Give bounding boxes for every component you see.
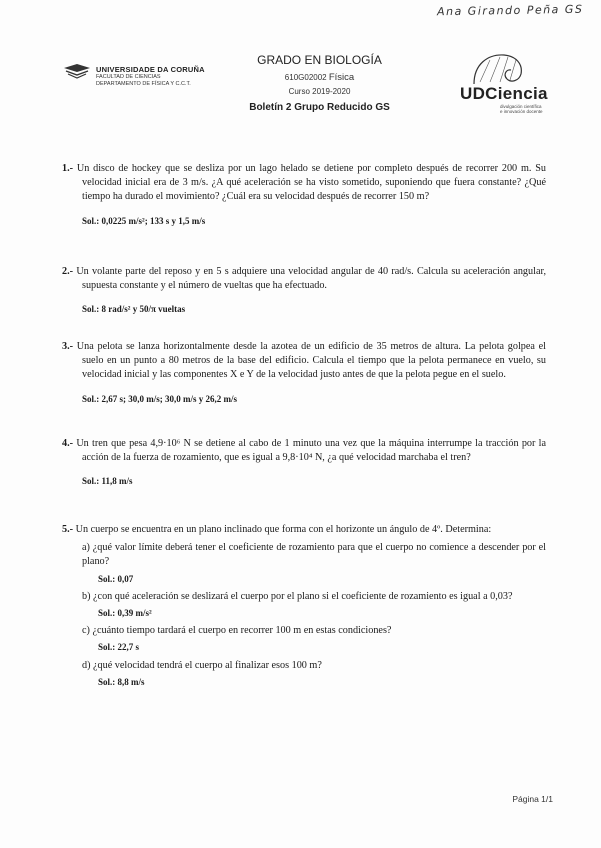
subitem-d — [82, 659, 546, 689]
subitem-text: d) ¿qué velocidad tendrá el cuerpo al finalizar esos 100 m? — [82, 659, 322, 671]
problem-number: 5.- — [62, 524, 74, 535]
problem-text: Un volante parte del reposo y en 5 s adquiere una velocidad angular de 40 rad/s. Calcula su aceleración angular, supuesta constante y el número de vueltas que ha efectuado. — [76, 266, 547, 292]
bulletin-title: Boletín 2 Grupo Reducido GS — [249, 102, 390, 113]
problem-solution: Sol.: 11,8 m/s — [82, 476, 133, 487]
subitem-b — [82, 590, 546, 620]
subitem-c — [82, 624, 546, 654]
subitem-text: c) ¿cuánto tiempo tardará el cuerpo en recorrer 100 m en estas condiciones? — [82, 625, 392, 637]
handwritten-annotation: Ana Girando Peña GS — [436, 2, 584, 19]
university-name: UNIVERSIDADE DA CORUÑA — [96, 65, 205, 74]
problem-number: 2.- — [62, 266, 74, 277]
degree-title: GRADO EN BIOLOGÍA — [257, 53, 382, 67]
problem-solution: Sol.: 8 rad/s² y 50/π vueltas — [82, 304, 186, 315]
problem-solution: Sol.: 2,67 s; 30,0 m/s; 30,0 m/s y 26,2 m/s — [82, 393, 237, 404]
problem-text: Un cuerpo se encuentra en un plano inclinado que forma con el horizonte un ángulo de 4º. Determina: — [75, 524, 492, 535]
problem-2 — [62, 265, 546, 317]
problem-number: 4.- — [62, 438, 74, 449]
subject-name: Física — [328, 72, 355, 83]
problem-1 — [62, 162, 546, 228]
problem-text: Una pelota se lanza horizontalmente desde la azotea de un edificio de 35 metros de altura. La pelota golpea el suelo en un punto a 80 metros de la base del edificio. Calcula el tiempo que la pelota permanece en vuelo, su velocidad inicial y las componentes X e Y de la velocidad justo antes de que la pelota pegue en el suelo. — [76, 341, 547, 381]
udciencia-tagline-1: divulgación científica — [500, 104, 542, 109]
subitem-text: b) ¿con qué aceleración se deslizará el cuerpo por el plano si el coeficiente de rozamiento es igual a 0,03? — [82, 590, 513, 602]
spiral-logo-icon — [466, 52, 526, 86]
problem-solution: Sol.: 0,0225 m/s²; 133 s y 1,5 m/s — [82, 215, 206, 226]
udciencia-logo — [460, 52, 560, 114]
subitem-solution: Sol.: 8,8 m/s — [98, 676, 145, 687]
problem-4 — [62, 437, 546, 489]
course-code: 610G02002 — [284, 73, 327, 82]
department-name: DEPARTAMENTO DE FÍSICA Y C.C.T. — [96, 81, 191, 87]
subitem-text: a) ¿qué valor límite deberá tener el coeficiente de rozamiento para que el cuerpo no comience a descender por el plano? — [82, 542, 546, 568]
problem-text: Un tren que pesa 4,9·10⁶ N se detiene al cabo de 1 minuto una vez que la máquina interrumpe la tracción por la acción de la fuerza de rozamiento, que es igual a 9,8·10⁴ N, ¿a qué velocidad marchaba el tren? — [76, 438, 547, 464]
problem-3 — [62, 340, 546, 406]
udciencia-tagline-2: e innovación docente — [500, 109, 543, 114]
udciencia-wordmark: UDCiencia — [460, 84, 548, 103]
problem-text: Un disco de hockey que se desliza por un lago helado se detiene por completo después de recorrer 200 m. Su velocidad inicial era de 3 m/s. ¿A qué aceleración se ha visto sometido, suponiendo que fuera constante? ¿Qué tiempo ha durado el movimiento? ¿Cuál era su velocidad después de recorrer 150 m? — [76, 163, 546, 203]
academic-year: Curso 2019-2020 — [288, 87, 351, 96]
subitem-solution: Sol.: 0,07 — [98, 573, 134, 584]
subitem-a — [82, 541, 546, 586]
course-heading — [232, 53, 407, 113]
subitem-solution: Sol.: 0,39 m/s² — [98, 608, 152, 619]
problem-5 — [62, 523, 546, 689]
problem-number: 3.- — [62, 341, 74, 352]
university-logo-icon — [62, 63, 92, 79]
problem-number: 1.- — [62, 163, 74, 174]
faculty-name: FACULTAD DE CIENCIAS — [96, 74, 161, 80]
page-number: Página 1/1 — [512, 794, 553, 804]
subitem-solution: Sol.: 22,7 s — [98, 642, 140, 653]
course-line — [232, 72, 407, 83]
